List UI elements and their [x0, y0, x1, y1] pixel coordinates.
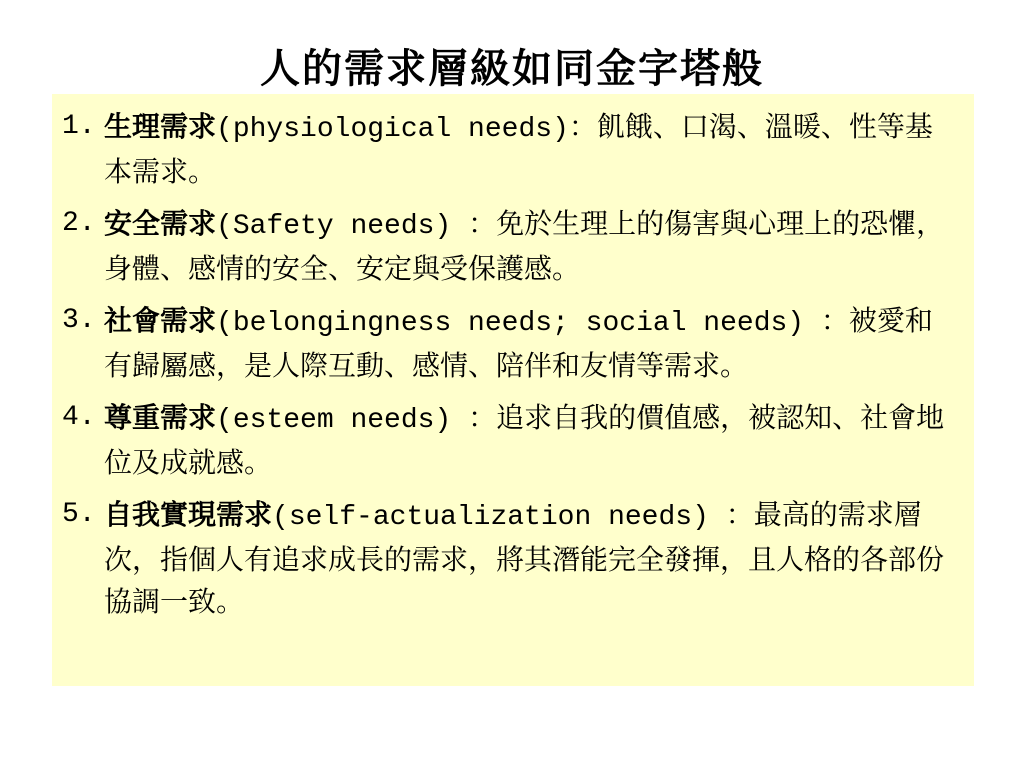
need-english-name: (physiological needs) [216, 114, 569, 145]
need-description: ：免於生理上的傷害與心理上的恐懼，身體、感情的安全、安定與受保護感。 [104, 207, 945, 285]
slide-title: 人的需求層級如同金字塔般 [260, 44, 764, 92]
needs-list [62, 106, 952, 623]
need-name: 尊重需求 [104, 401, 217, 434]
need-description: ：被愛和有歸屬感，是人際互動、感情、陪伴和友情等需求。 [104, 304, 933, 382]
need-english-name: (belongingness needs; social needs) [216, 308, 821, 339]
content-box [52, 94, 974, 686]
need-number: 5. [62, 499, 96, 530]
need-description: ：最高的需求層次，指個人有追求成長的需求，將其潛能完全發揮，且人格的各部份協調一致。 [104, 498, 945, 618]
need-number: 3. [62, 305, 96, 336]
need-description: ：飢餓、口渴、溫暖、性等基本需求。 [104, 110, 933, 188]
need-item-physiological [62, 106, 952, 193]
need-number: 1. [62, 111, 96, 142]
need-english-name: (self-actualization needs) [272, 502, 726, 533]
need-english-name: (esteem needs) [216, 405, 469, 436]
need-name: 安全需求 [104, 207, 217, 240]
need-name: 社會需求 [104, 304, 217, 337]
need-item-esteem [62, 397, 952, 484]
need-english-name: (Safety needs) [216, 211, 469, 242]
need-item-social [62, 300, 952, 387]
need-number: 4. [62, 402, 96, 433]
need-name: 自我實現需求 [104, 498, 273, 531]
need-item-safety [62, 203, 952, 290]
need-item-self-actualization [62, 494, 952, 623]
need-description: ：追求自我的價值感，被認知、社會地位及成就感。 [104, 401, 945, 479]
need-name: 生理需求 [104, 110, 217, 143]
need-number: 2. [62, 208, 96, 239]
